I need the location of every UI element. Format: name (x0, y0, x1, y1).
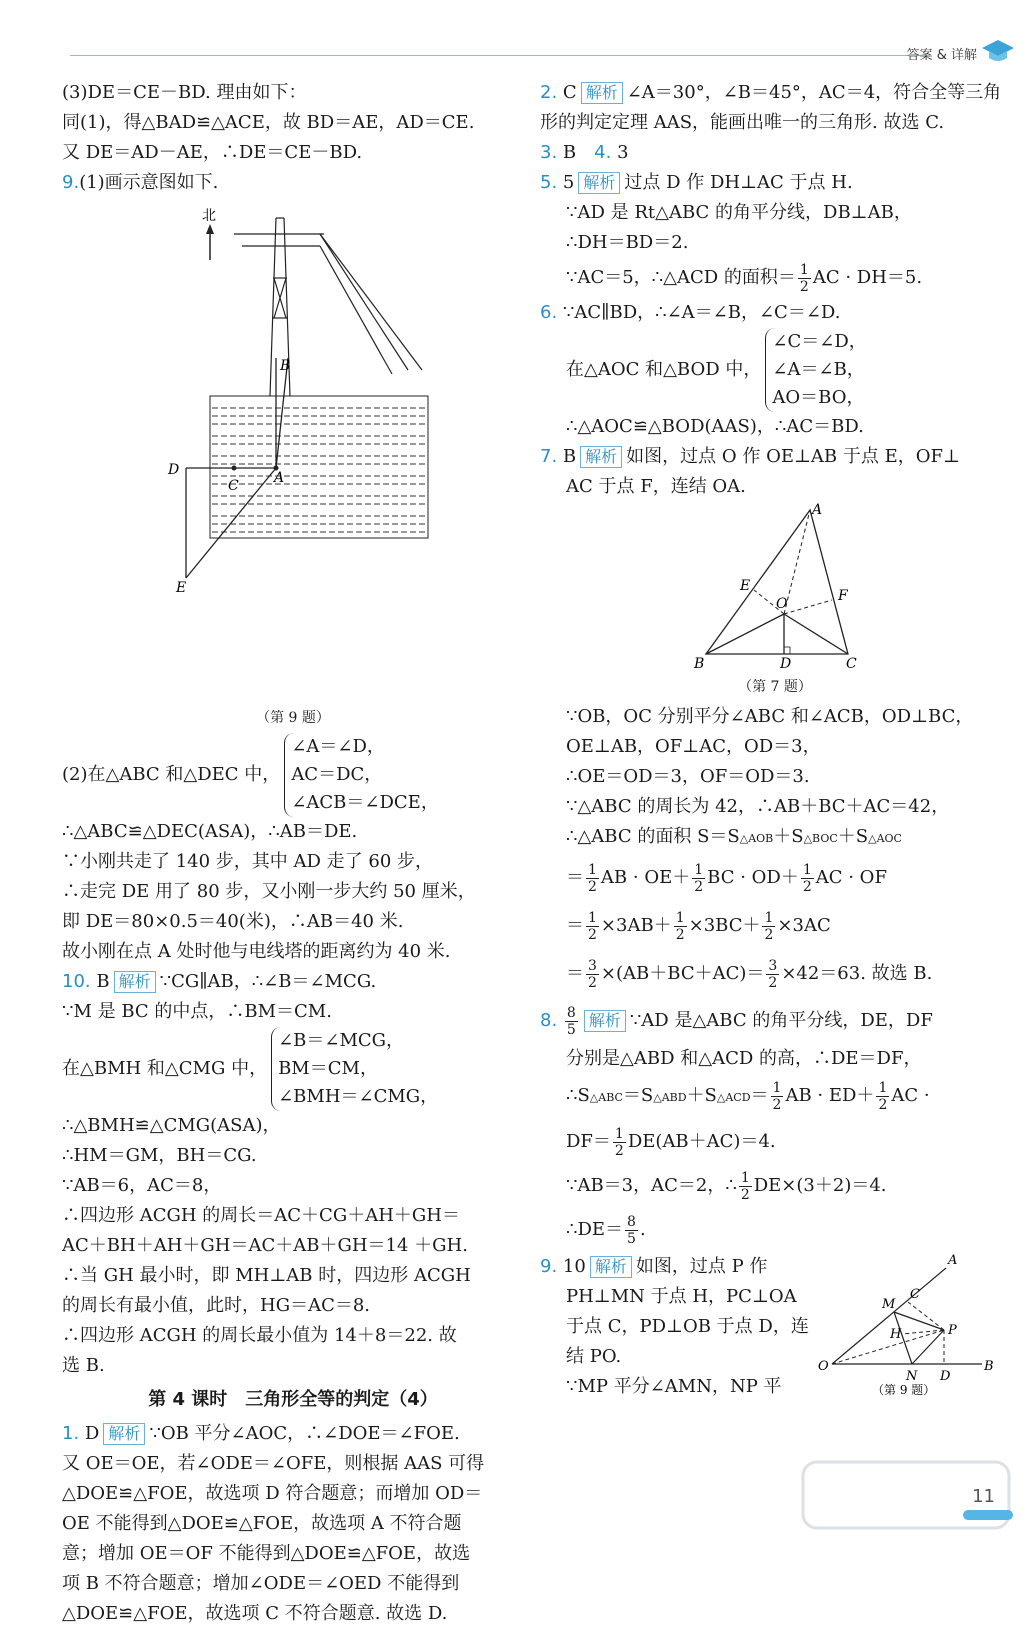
condition: ∠B＝∠MCG， (278, 1030, 405, 1051)
text-fragment: ∵CG∥AB，∴∠B＝∠MCG. (159, 971, 377, 992)
text-line: ∵MP 平分∠AMN，NP 平 (566, 1376, 782, 1397)
formula-line (540, 258, 1010, 298)
text-fragment: ∵AC∥BD，∴∠A＝∠B，∠C＝∠D. (562, 302, 841, 323)
text-fragment: ×3AC (777, 915, 831, 936)
subscript: △AOB (739, 832, 774, 845)
text-line: ∴四边形 ACGH 的周长＝AC＋CG＋AH＋GH＝ (62, 1205, 460, 1226)
header-title: 答案 & 详解 (906, 48, 977, 63)
answer: 3 (617, 142, 629, 163)
text-fragment: AB · OE＋ (600, 867, 691, 888)
condition: ∠ACB＝∠DCE， (291, 792, 439, 813)
numerator: 8 (566, 1004, 576, 1021)
text-fragment: 在△AOC 和△BOD 中， (566, 359, 762, 380)
text-line: PH⊥MN 于点 H，PC⊥OA (566, 1286, 797, 1307)
fraction (876, 1080, 889, 1113)
answer: C (562, 82, 577, 103)
text-line: 同(1)，得△BAD≌△ACE，故 BD＝AE，AD＝CE. (62, 112, 475, 133)
text-fragment: ∵AD 是△ABC 的角平分线，DE，DF (629, 1010, 933, 1031)
point-label: C (228, 478, 239, 494)
subscript: △ACD (716, 1091, 751, 1104)
figure-caption: （第 7 题） (738, 679, 812, 695)
fraction (674, 910, 687, 943)
fraction (739, 1170, 752, 1203)
condition: ∠A＝∠B， (772, 359, 865, 380)
formula-line: ＝ $\frac{1}{2}$ AB · OE＋ $\frac{1}{2}$ BC · OD＋ $\frac{1}{2}$ AC · OF (566, 861, 887, 895)
formula-line: ∴S△ABC＝S△ABD＋S△ACD＝ $\frac{1}{2}$ AB · ED＋ $\frac{1}{2}$ AC · (566, 1079, 930, 1113)
text-line: ∴△ABC≌△DEC(ASA)，∴AB＝DE. (62, 821, 358, 842)
point-label: O (818, 1359, 829, 1374)
point-label: B (694, 656, 705, 672)
denominator: 5 (627, 1230, 636, 1247)
numerator: 1 (614, 1125, 624, 1142)
text-line: △DOE≌△FOE，故选项 D 符合题意；而增加 OD＝ (62, 1483, 483, 1504)
text-line: 形的判定定理 AAS，能画出唯一的三角形. 故选 C. (540, 112, 945, 133)
condition: BM＝CM， (278, 1058, 378, 1079)
text-fragment: ×3BC＋ (688, 915, 761, 936)
question-7 (540, 442, 1010, 472)
fraction (586, 958, 599, 991)
subscript: △ABC (589, 1091, 623, 1104)
condition: ∠A＝∠D， (291, 736, 385, 757)
answer: B (562, 446, 577, 467)
text-fragment: 如图，过点 P 作 (635, 1256, 768, 1277)
numerator: 1 (675, 909, 685, 926)
page-number: 11 (972, 1486, 995, 1507)
question-10-congruence (62, 1027, 524, 1111)
numerator: 1 (694, 861, 704, 878)
point-label: P (948, 1323, 957, 1338)
point-label: N (906, 1369, 918, 1384)
right-column (540, 78, 1010, 1422)
point-label: B (280, 358, 291, 374)
figure-caption: （第 9 题） (256, 710, 330, 726)
point-label: D (780, 656, 792, 672)
figure-9-angle-diagram (812, 1246, 1002, 1396)
text-fragment: ∵AB＝3，AC＝2，∴ (566, 1175, 737, 1196)
text-fragment: 如图，过点 O 作 OE⊥AB 于点 E，OF⊥ (626, 446, 960, 467)
text-fragment: AB · ED＋ (785, 1085, 875, 1106)
condition-brace (271, 1027, 438, 1111)
denominator: 2 (614, 1142, 624, 1159)
text-line: ∵△ABC 的周长为 42，∴AB＋BC＋AC＝42， (566, 796, 950, 817)
denominator: 2 (772, 1096, 782, 1113)
analysis-tag: 解析 (581, 82, 623, 104)
question-2 (540, 78, 1010, 108)
figure-9-lower (62, 358, 524, 648)
text-line: ∵M 是 BC 的中点，∴BM＝CM. (62, 1001, 332, 1022)
text-fragment: ×3AB＋ (600, 915, 672, 936)
text-fragment: DF＝ (566, 1131, 611, 1152)
question-6-congruence (540, 328, 1010, 412)
text-line: ∴DH＝BD＝2. (566, 232, 689, 253)
formula-line: ＝ $\frac{3}{2}$ ×(AB＋BC＋AC)＝ $\frac{3}{2}$ ×42＝63. 故选 B. (566, 957, 933, 991)
denominator: 2 (588, 974, 597, 991)
text-line: 故小刚在点 A 处时他与电线塔的距离约为 40 米. (62, 941, 451, 962)
north-label: 北 (202, 208, 216, 224)
numerator: 8 (627, 1213, 636, 1230)
text-line: 的周长有最小值，此时，HG＝AC＝8. (62, 1295, 371, 1316)
question-number: 10. (62, 971, 91, 992)
condition: AO＝BO， (772, 387, 865, 408)
point-label: C (910, 1287, 920, 1302)
text-line: (1)画示意图如下. (79, 172, 219, 193)
formula-line: ＝ $\frac{1}{2}$ ×3AB＋ $\frac{1}{2}$ ×3BC＋ $\frac{1}{2}$ ×3AC (566, 909, 831, 943)
denominator: 2 (740, 1186, 750, 1203)
question-9-right (540, 1252, 1010, 1422)
answer: D (84, 1423, 100, 1444)
point-label: A (948, 1253, 958, 1268)
text-line: (3)DE＝CE－BD. 理由如下： (62, 82, 307, 103)
text-fragment: ×(AB＋BC＋AC)＝ (600, 963, 765, 984)
graduation-cap-icon (981, 38, 1015, 64)
text-fragment: ∴△ABC 的面积 S＝S (566, 826, 740, 847)
text-fragment: ×42＝63. 故选 B. (781, 963, 933, 984)
text-fragment: (2)在△ABC 和△DEC 中， (62, 764, 281, 785)
question-number: 8. (540, 1010, 558, 1031)
left-column (62, 78, 524, 1629)
area-formula: ∴△ABC 的面积 S＝S△AOB＋S△BOC＋S△AOC (566, 826, 902, 847)
text-line: 项 B 不符合题意；增加∠ODE＝∠OED 不能得到 (62, 1573, 460, 1594)
figure-caption: （第 9 题） (872, 1383, 936, 1397)
text-fragment: BC · OD＋ (707, 867, 799, 888)
numerator: 1 (764, 909, 774, 926)
text-fragment: ∵AC＝5，∴△ACD 的面积＝ (566, 267, 796, 288)
subscript: △BOC (803, 832, 838, 845)
text-fragment: 过点 D 作 DH⊥AC 于点 H. (624, 172, 853, 193)
answer: 5 (562, 172, 575, 193)
numerator: 3 (768, 957, 778, 974)
analysis-tag: 解析 (580, 446, 622, 468)
condition: ∠C＝∠D， (772, 331, 867, 352)
text-line: OE⊥AB，OF⊥AC，OD＝3， (566, 736, 821, 757)
page-number-bar (963, 1510, 1013, 1520)
point-label: A (274, 470, 285, 486)
section-title: 第 4 课时 三角形全等的判定（4） (148, 1389, 438, 1410)
answer: B (562, 142, 577, 163)
text-fragment: 在△BMH 和△CMG 中， (62, 1058, 268, 1079)
text-fragment: AC · OF (815, 867, 887, 888)
denominator: 2 (878, 1096, 888, 1113)
figure-7-triangle (540, 502, 1010, 678)
text-fragment: DE×(3＋2)＝4. (753, 1175, 887, 1196)
answer: 10 (562, 1256, 586, 1277)
subscript: △ABD (653, 1091, 687, 1104)
point-label: M (882, 1297, 896, 1312)
text-line: 于点 C，PD⊥OB 于点 D，连 (566, 1316, 809, 1337)
text-line: △DOE≌△FOE，故选项 C 不符合题意. 故选 D. (62, 1603, 448, 1624)
analysis-tag: 解析 (590, 1256, 632, 1278)
analysis-tag: 解析 (103, 1423, 145, 1445)
question-9-part-2 (62, 733, 524, 817)
denominator: 2 (694, 878, 704, 895)
fraction (613, 1126, 626, 1159)
figure-9-triangles (62, 358, 524, 648)
condition: ∠BMH＝∠CMG， (278, 1086, 439, 1107)
answer-fraction (565, 1005, 578, 1038)
answer: B (96, 971, 110, 992)
text-line: 意；增加 OE＝OF 不能得到△DOE≌△FOE，故选 (62, 1543, 471, 1564)
denominator: 2 (588, 926, 597, 943)
text-line: ∴HM＝GM，BH＝CG. (62, 1145, 257, 1166)
condition: AC＝DC， (291, 764, 383, 785)
denominator: 2 (675, 926, 685, 943)
fraction (798, 262, 811, 295)
denominator: 2 (768, 974, 778, 991)
numerator: 1 (588, 861, 597, 878)
text-fragment: AC · (891, 1085, 930, 1106)
point-label: C (846, 656, 857, 672)
text-line: AC 于点 F，连结 OA. (566, 476, 746, 497)
question-1 (62, 1419, 524, 1449)
text-fragment: ∴S (566, 1085, 590, 1106)
question-6 (540, 298, 1010, 328)
formula-line (540, 1120, 1010, 1164)
numerator: 1 (588, 909, 597, 926)
text-line: 分别是△ABD 和△ACD 的高，∴DE＝DF， (566, 1048, 922, 1069)
point-label: D (168, 462, 180, 478)
tower-icon (234, 218, 422, 396)
question-number: 4. (594, 142, 612, 163)
point-label: A (812, 502, 823, 518)
fraction (586, 862, 599, 895)
point-label: B (984, 1359, 994, 1374)
question-number: 6. (540, 302, 558, 323)
condition-brace (284, 733, 439, 817)
text-line: 结 PO. (566, 1346, 622, 1367)
text-line: OE 不能得到△DOE≌△FOE，故选项 A 不符合题 (62, 1513, 462, 1534)
text-line: 选 B. (62, 1355, 105, 1376)
denominator: 2 (799, 278, 809, 295)
question-3-4 (540, 138, 1010, 168)
fraction (586, 910, 599, 943)
question-number: 5. (540, 172, 558, 193)
question-8 (540, 998, 1010, 1044)
numerator: 1 (799, 261, 809, 278)
point-label: E (176, 580, 187, 596)
fraction (762, 910, 775, 943)
analysis-tag: 解析 (584, 1010, 626, 1032)
text-line: ∴OE＝OD＝3，OF＝OD＝3. (566, 766, 810, 787)
point-label: D (940, 1369, 951, 1384)
question-9 (62, 168, 524, 198)
text-line: ∵AB＝6，AC＝8， (62, 1175, 222, 1196)
point-label: F (838, 588, 848, 604)
denominator: 2 (588, 878, 597, 895)
question-number: 1. (62, 1423, 80, 1444)
question-number: 2. (540, 82, 558, 103)
question-number: 3. (540, 142, 558, 163)
denominator: 5 (566, 1021, 576, 1038)
formula-line: ∴DE＝ $\frac{8}{5}$ . (566, 1213, 646, 1247)
text-line: ∴当 GH 最小时，即 MH⊥AB 时，四边形 ACGH (62, 1265, 471, 1286)
analysis-tag: 解析 (114, 971, 156, 993)
text-line: 即 DE＝80×0.5＝40(米)，∴AB＝40 米. (62, 911, 404, 932)
denominator: 2 (764, 926, 774, 943)
text-line: ∴△BMH≌△CMG(ASA)， (62, 1115, 281, 1136)
text-line: ∴走完 DE 用了 80 步，又小刚一步大约 50 厘米， (62, 881, 476, 902)
text-fragment: AC · DH＝5. (812, 267, 923, 288)
fraction (801, 862, 814, 895)
point-label: E (740, 578, 751, 594)
text-line: 又 DE＝AD－AE，∴DE＝CE－BD. (62, 142, 363, 163)
fraction (692, 862, 705, 895)
fraction (625, 1214, 638, 1247)
header-rule (70, 55, 930, 56)
numerator: 1 (802, 861, 812, 878)
text-line: ∵AD 是 Rt△ABC 的角平分线，DB⊥AB， (566, 202, 912, 223)
text-fragment: ∠A＝30°，∠B＝45°，AC＝4，符合全等三角 (626, 82, 1002, 103)
point-label: O (776, 596, 788, 612)
fraction (771, 1080, 784, 1113)
numerator: 1 (772, 1079, 782, 1096)
text-line: 又 OE＝OE，若∠ODE＝∠OFE，则根据 AAS 可得 (62, 1453, 485, 1474)
text-line: ∴△AOC≌△BOD(AAS)，∴AC＝BD. (566, 416, 864, 437)
condition-brace (765, 328, 866, 412)
question-5 (540, 168, 1010, 198)
text-line: ∵小刚共走了 140 步，其中 AD 走了 60 步， (62, 851, 434, 872)
fraction (766, 958, 779, 991)
subscript: △AOC (868, 832, 902, 845)
formula-line (540, 1164, 1010, 1208)
numerator: 3 (588, 957, 597, 974)
question-number: 9. (62, 172, 80, 193)
text-fragment: DE(AB＋AC)＝4. (627, 1131, 776, 1152)
point-label: H (890, 1327, 902, 1342)
text-line: ∴四边形 ACGH 的周长最小值为 14＋8＝22. 故 (62, 1325, 457, 1346)
question-number: 7. (540, 446, 558, 467)
text-fragment: ∵OB 平分∠AOC，∴∠DOE＝∠FOE. (149, 1423, 460, 1444)
text-fragment: ∴DE＝ (566, 1219, 624, 1240)
question-number: 9. (540, 1256, 558, 1277)
text-line: ∵OB，OC 分别平分∠ABC 和∠ACB，OD⊥BC， (566, 706, 974, 727)
analysis-tag: 解析 (578, 172, 620, 194)
numerator: 1 (740, 1169, 750, 1186)
text-line: AC＋BH＋AH＋GH＝AC＋AB＋GH＝14 ＋GH. (62, 1235, 468, 1256)
denominator: 2 (802, 878, 812, 895)
numerator: 1 (878, 1079, 888, 1096)
question-10 (62, 967, 524, 997)
